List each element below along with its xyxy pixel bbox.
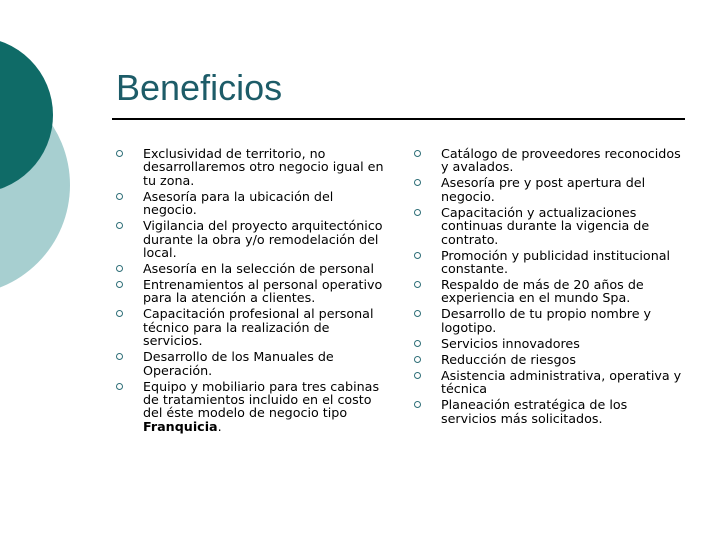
benefit-text: Asistencia administrativa, operativa y técnica: [441, 367, 682, 397]
benefit-item: [414, 337, 686, 350]
left-benefits-list: [116, 147, 384, 436]
right-benefits-list: [414, 147, 686, 428]
hollow-circle-bullet-icon: [414, 372, 421, 379]
benefit-text: Promoción y publicidad institucional constante.: [441, 247, 671, 277]
benefit-text: Exclusividad de territorio, no desarrollaremos otro negocio igual en tu zona.: [143, 146, 384, 188]
benefit-text: Desarrollo de tu propio nombre y logotipo.: [441, 306, 652, 335]
benefit-item: [414, 249, 686, 276]
teal-circles-decoration: [0, 0, 90, 300]
benefit-text: Asesoría para la ubicación del negocio.: [143, 188, 334, 218]
benefit-item: [116, 262, 384, 275]
benefit-item: [116, 380, 384, 434]
hollow-circle-bullet-icon: [414, 281, 421, 288]
benefit-item: [414, 278, 686, 305]
benefit-item: [116, 147, 384, 187]
benefit-item: [414, 147, 686, 174]
benefit-text: Vigilancia del proyecto arquitectónico durante la obra y/o remodelación del local.: [143, 218, 383, 261]
benefit-item: [414, 398, 686, 425]
hollow-circle-bullet-icon: [116, 310, 123, 317]
hollow-circle-bullet-icon: [414, 150, 421, 157]
hollow-circle-bullet-icon: [116, 222, 123, 229]
hollow-circle-bullet-icon: [414, 356, 421, 363]
benefit-item: [116, 307, 384, 347]
benefit-text: Entrenamientos al personal operativo para la atención a clientes.: [143, 277, 383, 306]
benefit-item: [414, 369, 686, 396]
benefit-text: Equipo y mobiliario para tres cabinas de tratamientos incluido en el costo del éste modelo de negocio tipo: [143, 378, 380, 421]
hollow-circle-bullet-icon: [116, 383, 123, 390]
hollow-circle-bullet-icon: [414, 340, 421, 347]
hollow-circle-bullet-icon: [116, 150, 123, 157]
slide-title: Beneficios: [116, 67, 283, 108]
benefit-suffix: .: [217, 418, 222, 434]
benefit-item: [116, 278, 384, 305]
hollow-circle-bullet-icon: [116, 193, 123, 200]
hollow-circle-bullet-icon: [414, 401, 421, 408]
benefit-item: [414, 307, 686, 334]
hollow-circle-bullet-icon: [414, 209, 421, 216]
hollow-circle-bullet-icon: [414, 179, 421, 186]
benefit-text: Servicios innovadores: [441, 335, 580, 351]
benefit-text: Asesoría en la selección de personal: [143, 261, 374, 277]
benefit-item: [414, 353, 686, 366]
benefit-text: Asesoría pre y post apertura del negocio.: [441, 175, 646, 204]
benefit-item: [414, 176, 686, 203]
benefit-text: Capacitación profesional al personal técnico para la realización de servicios.: [143, 306, 374, 349]
hollow-circle-bullet-icon: [116, 281, 123, 288]
benefit-text: Reducción de riesgos: [441, 351, 576, 367]
benefit-text: Respaldo de más de 20 años de experiencia en el mundo Spa.: [441, 277, 644, 306]
benefit-item: [414, 206, 686, 246]
benefit-emphasis: Franquicia: [143, 418, 218, 434]
hollow-circle-bullet-icon: [116, 265, 123, 272]
hollow-circle-bullet-icon: [414, 252, 421, 259]
benefit-item: [116, 219, 384, 259]
hollow-circle-bullet-icon: [116, 353, 123, 360]
benefit-text: Capacitación y actualizaciones continuas durante la vigencia de contrato.: [441, 204, 650, 247]
hollow-circle-bullet-icon: [414, 310, 421, 317]
benefit-item: [116, 190, 384, 217]
benefit-item: [116, 350, 384, 377]
benefit-text: Desarrollo de los Manuales de Operación.: [143, 349, 334, 378]
title-divider: [112, 118, 685, 120]
benefit-text: Catálogo de proveedores reconocidos y avalados.: [441, 146, 681, 175]
benefit-text: Planeación estratégica de los servicios más solicitados.: [441, 397, 628, 426]
